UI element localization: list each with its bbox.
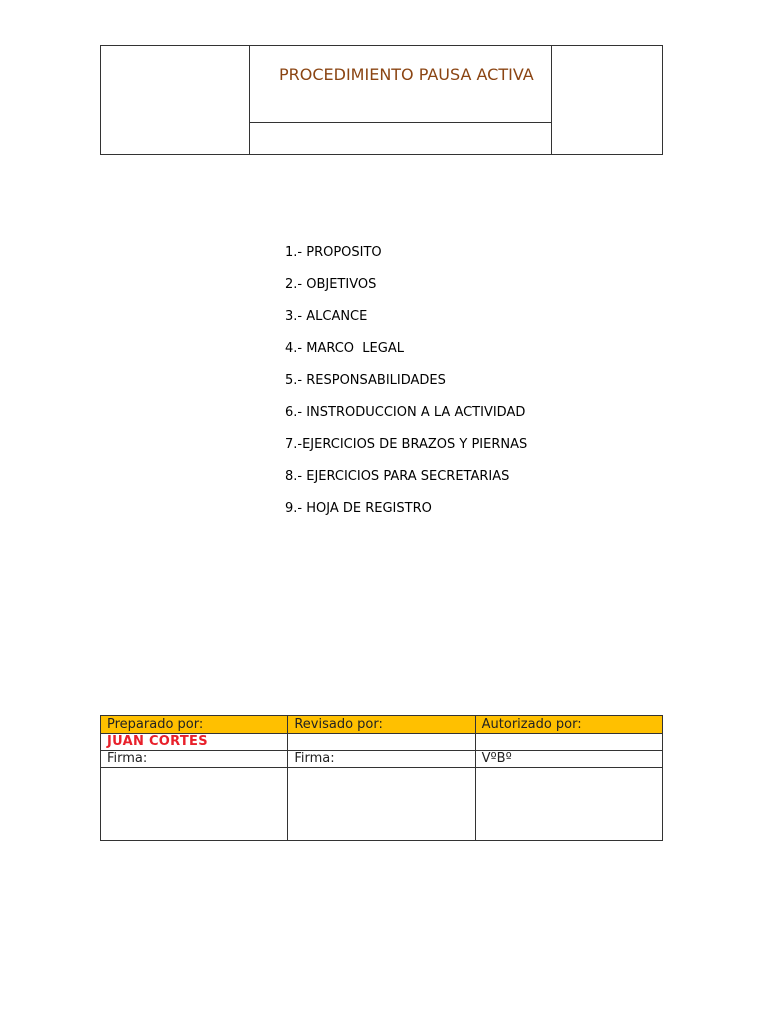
approval-names-row: [101, 734, 663, 751]
approval-header-row: [101, 716, 663, 734]
toc-item: 4.- MARCO LEGAL: [285, 341, 404, 356]
reviewed-by-name: [288, 734, 475, 751]
prepared-signature-label: Firma:: [101, 751, 288, 768]
toc-item: 5.- RESPONSABILIDADES: [285, 373, 446, 388]
toc-item: 7.-EJERCICIOS DE BRAZOS Y PIERNAS: [285, 437, 528, 452]
header-divider-horizontal: [249, 122, 551, 123]
approval-table: [100, 715, 663, 841]
toc-item: 8.- EJERCICIOS PARA SECRETARIAS: [285, 469, 510, 484]
approval-signature-space-row: [101, 768, 663, 841]
prepared-by-name: JUAN CORTES: [101, 734, 288, 751]
document-title: PROCEDIMIENTO PAUSA ACTIVA: [279, 65, 534, 84]
table-of-contents: [285, 244, 527, 532]
document-header: [100, 45, 663, 155]
reviewed-by-label: Revisado por:: [288, 716, 475, 734]
header-divider-left: [249, 46, 250, 154]
header-divider-right: [551, 46, 552, 154]
approval-signature-row: [101, 751, 663, 768]
authorized-by-name: [475, 734, 662, 751]
reviewed-signature-label: Firma:: [288, 751, 475, 768]
toc-item: 2.- OBJETIVOS: [285, 277, 377, 292]
toc-item: 6.- INSTRODUCCION A LA ACTIVIDAD: [285, 405, 526, 420]
authorized-signature-label: VºBº: [475, 751, 662, 768]
authorized-signature-space: [475, 768, 662, 841]
reviewed-signature-space: [288, 768, 475, 841]
prepared-signature-space: [101, 768, 288, 841]
toc-item: 9.- HOJA DE REGISTRO: [285, 501, 432, 516]
toc-item: 3.- ALCANCE: [285, 309, 368, 324]
authorized-by-label: Autorizado por:: [475, 716, 662, 734]
toc-item: 1.- PROPOSITO: [285, 245, 382, 260]
prepared-by-label: Preparado por:: [101, 716, 288, 734]
